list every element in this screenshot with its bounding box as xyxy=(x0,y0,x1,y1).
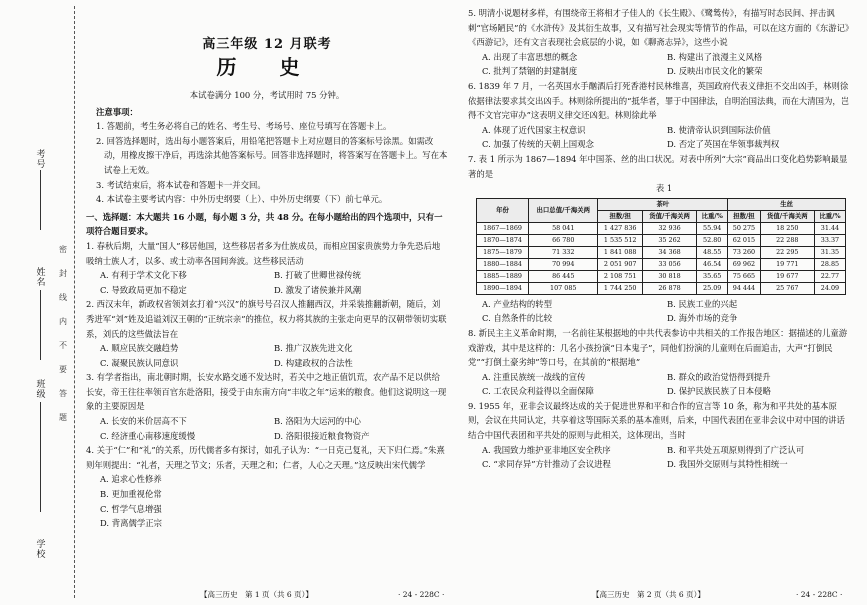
table-subheader: 担数/担 xyxy=(598,210,643,222)
table-cell: 107 085 xyxy=(529,282,598,294)
score-info: 本试卷满分 100 分，考试用时 75 分钟。 xyxy=(189,90,345,100)
option[interactable]: A. 注重民族统一战线的宣传 xyxy=(482,371,586,382)
option[interactable]: B. 打破了世卿世禄传统 xyxy=(274,270,361,281)
question-stem: 8. 新民主主义革命时期，一名前往某根据地的中共代表参访中共相关的工作报告地区：据描述的儿童游戏游戏，其中是这样的：几名小孩扮演“日本鬼子”，同他们扮演的儿童则在后面追击，大声“打倒民党”“打倒土豪劣绅”等口号，在其前的“根据地” xyxy=(468,327,848,368)
table-row xyxy=(477,282,846,294)
table-cell: 62 015 xyxy=(728,234,760,246)
table-cell: 1890—1894 xyxy=(477,282,529,294)
seal-dashed-line xyxy=(74,6,75,598)
question xyxy=(468,6,852,79)
table-cell: 50 275 xyxy=(728,222,760,234)
table-cell: 1870—1874 xyxy=(477,234,529,246)
option[interactable]: C. 经济重心南移速度缓慢 xyxy=(100,430,196,441)
notes-heading: 注意事项： xyxy=(96,106,138,117)
margin-line xyxy=(40,402,41,512)
seal-line-char: 不 xyxy=(59,341,67,350)
seal-line-char: 要 xyxy=(59,365,67,374)
option[interactable]: D. 背离儒学正宗 xyxy=(100,518,162,529)
question-options xyxy=(468,370,852,399)
question xyxy=(86,297,448,370)
table-cell: 1875—1879 xyxy=(477,246,529,258)
table-cell: 19 771 xyxy=(760,258,814,270)
table-cell: 25 767 xyxy=(760,282,814,294)
page-2-footer-title: 【高三历史 第 2 页（共 6 页）】 xyxy=(592,590,705,599)
option[interactable]: D. 保护民族民族了日本侵略 xyxy=(667,386,771,397)
seal-line-char: 题 xyxy=(59,413,67,422)
table-cell: 71 332 xyxy=(529,246,598,258)
table-cell: 22 295 xyxy=(760,246,814,258)
table-cell: 35 262 xyxy=(642,234,696,246)
page-2-footer-code: · 24 - 228C · xyxy=(796,590,843,599)
table-header: 生丝 xyxy=(728,198,846,210)
question-stem: 9. 1955 年，亚非会议最终达成的关于促进世界和平和合作的宣言等 10 条，称为和平共处的基本原则，会议在共同认定，共享着这等国际关系的基本准则，后来，中国代表团在亚非会议中对中国的讲话结合中国代表团和平共处的原则与此相关，这体现出，当时 xyxy=(468,400,845,441)
table-subheader: 货值/千海关两 xyxy=(642,210,696,222)
option[interactable]: A. 长安的米价居高不下 xyxy=(100,416,187,427)
margin-label-school: 学校 xyxy=(36,540,46,560)
table-row xyxy=(477,270,846,282)
option[interactable]: A. 我国致力维护亚非地区安全秩序 xyxy=(482,444,611,455)
question-options xyxy=(468,50,852,79)
table-cell: 69 962 xyxy=(728,258,760,270)
option[interactable]: B. 构建出了浪漫主义风格 xyxy=(667,51,763,62)
table-cell: 33.37 xyxy=(814,234,845,246)
table-cell: 31.44 xyxy=(814,222,845,234)
option[interactable]: D. 洛阳很接近粮食物资产 xyxy=(274,430,370,441)
table-cell: 24.09 xyxy=(814,282,845,294)
question xyxy=(468,326,852,399)
table-caption: 表 1 xyxy=(655,183,673,194)
option[interactable]: B. 民族工业的兴起 xyxy=(667,298,738,309)
note-item: 4. 本试卷主要考试内容：中外历史纲要（上）、中外历史纲要（下）前七单元。 xyxy=(96,194,388,205)
table-cell: 22.77 xyxy=(814,270,845,282)
option[interactable]: C. “求同存异”方针推动了会议进程 xyxy=(482,459,611,470)
margin-line xyxy=(40,170,41,230)
question-stem: 4. 关于“仁”和“礼”的关系，历代儒者多有探讨，如孔子认为：“一日克己复礼，天下归仁焉。”朱熹则年则提出：“礼者，天理之节文；乐者，天理之和；仁者，人心之天理。”这反映出宋代儒学 xyxy=(86,445,445,470)
exam-subject: 历 史 xyxy=(216,55,318,79)
table-cell: 33 056 xyxy=(642,258,696,270)
question-stem: 2. 西汉末年，新政权省领刘玄打着“兴汉”的旗号号召汉人推翻西汉，并采装推翻新朝，随后，刘秀进军“刘”姓及追谥刘汉王朝的“正统宗亲”的推位，权力将其族的主张走向更早的汉朝带领切实联系，刘氏的这些做法旨在 xyxy=(86,299,447,339)
table-cell: 73 260 xyxy=(728,246,760,258)
question-options xyxy=(86,341,448,370)
margin-label-exam-number: 考号 xyxy=(36,150,46,170)
option[interactable]: C. 加强了传统的天朝上国观念 xyxy=(482,139,594,150)
question-stem: 3. 有学者指出，南北朝时期，长安水路交通不发达时，若关中之地正值饥荒，农产品不足以供给长安，帝王往往率领百官东赴洛阳，接受于由东南方向“丰收之年”运来的粮食。他们这说明这一现象的主要原因是 xyxy=(86,372,447,412)
seal-line-char: 密 xyxy=(59,245,67,254)
table-cell: 19 677 xyxy=(760,270,814,282)
table-cell: 1867—1869 xyxy=(477,222,529,234)
question xyxy=(86,239,448,297)
table-header: 出口总值/千海关两 xyxy=(529,198,598,222)
table-cell: 25.09 xyxy=(697,282,728,294)
option[interactable]: A. 追求心性修养 xyxy=(100,474,162,485)
note-item: 2. 回答选择题时，选出每小题答案后，用铅笔把答题卡上对应题目的答案标号涂黑。如需改动，用橡皮擦干净后，再选涂其他答案标号。回答非选择题时，将答案写在答题卡上。写在本试卷上无效。 xyxy=(96,135,448,175)
question-options xyxy=(86,268,448,297)
table-cell: 22 288 xyxy=(760,234,814,246)
table-subheader: 货值/千海关两 xyxy=(760,210,814,222)
option[interactable]: A. 产业结构的转型 xyxy=(482,298,552,309)
table-row xyxy=(477,246,846,258)
page-1-footer-code: · 24 - 228C · xyxy=(398,590,445,599)
binding-margin xyxy=(0,0,84,605)
table-row xyxy=(477,234,846,246)
table-cell: 26 878 xyxy=(642,282,696,294)
question-options xyxy=(468,297,852,326)
table-cell: 75 665 xyxy=(728,270,760,282)
table-cell: 70 994 xyxy=(529,258,598,270)
option[interactable]: B. 更加重视伦常 xyxy=(100,489,162,500)
question-options xyxy=(468,443,852,472)
table-subheader: 担数/担 xyxy=(728,210,760,222)
question xyxy=(468,79,852,152)
seal-line-char: 封 xyxy=(59,269,67,278)
option[interactable]: B. 群众的政治觉悟得到提升 xyxy=(667,371,771,382)
table-cell: 32 936 xyxy=(642,222,696,234)
seal-line-char: 答 xyxy=(59,389,67,398)
option[interactable]: D. 我国外交原则与其特性相统一 xyxy=(667,459,788,470)
margin-label-class: 班级 xyxy=(36,380,46,400)
option[interactable]: A. 出现了丰富思想的概念 xyxy=(482,51,578,62)
page-2-column xyxy=(468,6,852,472)
option[interactable]: B. 使清帝认识到国际法价值 xyxy=(667,124,771,135)
question-stem: 5. 明清小说题材多样，有围绕帝王将相才子佳人的《长生殿》、《鹭鸶传》，有描写时态民间、抨击讽刺“官场陋民”的《水浒传》及其衍生故事，又有描写社会现实等情节的作品，可以在这方面的《东游记》《西游记》，还有文言表现社会底层的小说，如《聊斋志异》，这些小说 xyxy=(468,8,850,48)
table-cell: 46.54 xyxy=(697,258,728,270)
section-heading: 一、选择题：本大题共 16 小题，每小题 3 分，共 48 分。在每小题给出的四个选项中，只有一项符合题目要求。 xyxy=(86,211,443,237)
option[interactable]: A. 有利于学术文化下移 xyxy=(100,270,187,281)
option[interactable]: C. 自然条件的比较 xyxy=(482,313,553,324)
option[interactable]: D. 构建政权的合法性 xyxy=(274,357,353,368)
table-cell: 86 445 xyxy=(529,270,598,282)
question-options xyxy=(86,472,448,530)
option[interactable]: C. 工农民众利益得以全面保障 xyxy=(482,386,594,397)
option[interactable]: D. 激发了诸侯兼并风潮 xyxy=(274,284,362,295)
table-cell: 1 535 512 xyxy=(598,234,643,246)
option[interactable]: D. 海外市场的竞争 xyxy=(667,313,738,324)
table-cell: 31.35 xyxy=(814,246,845,258)
page-1-column xyxy=(86,6,448,531)
table-cell: 1 427 836 xyxy=(598,222,643,234)
option[interactable]: C. 导致政局更加不稳定 xyxy=(100,284,187,295)
option[interactable]: A. 顺应民族交融趋势 xyxy=(100,343,179,354)
table-cell: 52.80 xyxy=(697,234,728,246)
table-cell: 35.65 xyxy=(697,270,728,282)
question xyxy=(86,443,448,531)
question xyxy=(468,399,852,472)
option[interactable]: A. 体现了近代国家主权意识 xyxy=(482,124,586,135)
question xyxy=(86,370,448,443)
margin-label-name: 姓名 xyxy=(36,268,46,288)
table-cell: 1885—1889 xyxy=(477,270,529,282)
table-row xyxy=(477,222,846,234)
table-cell: 66 780 xyxy=(529,234,598,246)
table-subheader: 比重/% xyxy=(814,210,845,222)
table-cell: 1880—1884 xyxy=(477,258,529,270)
table-header: 茶叶 xyxy=(598,198,728,210)
seal-line-char: 内 xyxy=(59,317,67,326)
question xyxy=(468,152,852,326)
table-cell: 28.85 xyxy=(814,258,845,270)
table-cell: 1 744 250 xyxy=(598,282,643,294)
question-options xyxy=(86,414,448,443)
table-subheader: 比重/% xyxy=(697,210,728,222)
table-cell: 58 041 xyxy=(529,222,598,234)
table-cell: 30 818 xyxy=(642,270,696,282)
table-cell: 94 444 xyxy=(728,282,760,294)
table-header: 年份 xyxy=(477,198,529,222)
option[interactable]: B. 推广汉族先进文化 xyxy=(274,343,353,354)
note-item: 1. 答题前，考生务必将自己的姓名、考生号、考场号、座位号填写在答题卡上。 xyxy=(96,121,392,132)
margin-line xyxy=(40,290,41,360)
table-cell: 55.94 xyxy=(697,222,728,234)
table-cell: 2 108 751 xyxy=(598,270,643,282)
question-stem: 1. 春秋后期，大量“国人”移居他国，这些移居者多为仕族成员，而相应国家贵族势力争先恐后地吸纳士族人才，以多、或士动率各国间奔波。这些移民活动 xyxy=(86,240,441,266)
question-options xyxy=(468,123,852,152)
option[interactable]: D. 否定了英国在华领事裁判权 xyxy=(667,139,780,150)
option[interactable]: C. 批判了禁锢的封建制度 xyxy=(482,66,578,77)
question-stem: 7. 表 1 所示为 1867—1894 年中国茶、丝的出口状况。对表中所列“大宗”商品出口变化趋势影响最显著的是 xyxy=(468,153,848,179)
exam-title: 高三年级 12 月联考 xyxy=(202,37,332,52)
option[interactable]: C. 哲学气息增强 xyxy=(100,503,162,514)
note-item: 3. 考试结束后，将本试卷和答题卡一并交回。 xyxy=(96,179,266,190)
table-cell: 34 368 xyxy=(642,246,696,258)
table-cell: 1 841 088 xyxy=(598,246,643,258)
option[interactable]: B. 洛阳为大运河的中心 xyxy=(274,416,361,427)
option[interactable]: B. 和平共处五项原则得到了广泛认可 xyxy=(667,444,805,455)
table-cell: 18 250 xyxy=(760,222,814,234)
table-cell: 2 051 907 xyxy=(598,258,643,270)
page-1-footer-title: 【高三历史 第 1 页（共 6 页）】 xyxy=(200,590,313,599)
export-table xyxy=(476,198,846,295)
table-cell: 48.55 xyxy=(697,246,728,258)
option[interactable]: D. 反映出市民文化的繁荣 xyxy=(667,66,763,77)
seal-line-char: 线 xyxy=(59,293,67,302)
table-row xyxy=(477,258,846,270)
option[interactable]: C. 凝聚民族认同意识 xyxy=(100,357,179,368)
question-stem: 6. 1839 年 7 月，一名英国水手酗酒后打死香港村民林维喜，英国政府代表义律拒不交出凶手，林则徐依据律法要求其交出凶手。林则徐所提出的“抵华者，罪于中国律法，自明治国法典，而在大清国为，岂得不文官完审办”这表明义律交还凶犯。林则徐此举 xyxy=(468,80,850,121)
